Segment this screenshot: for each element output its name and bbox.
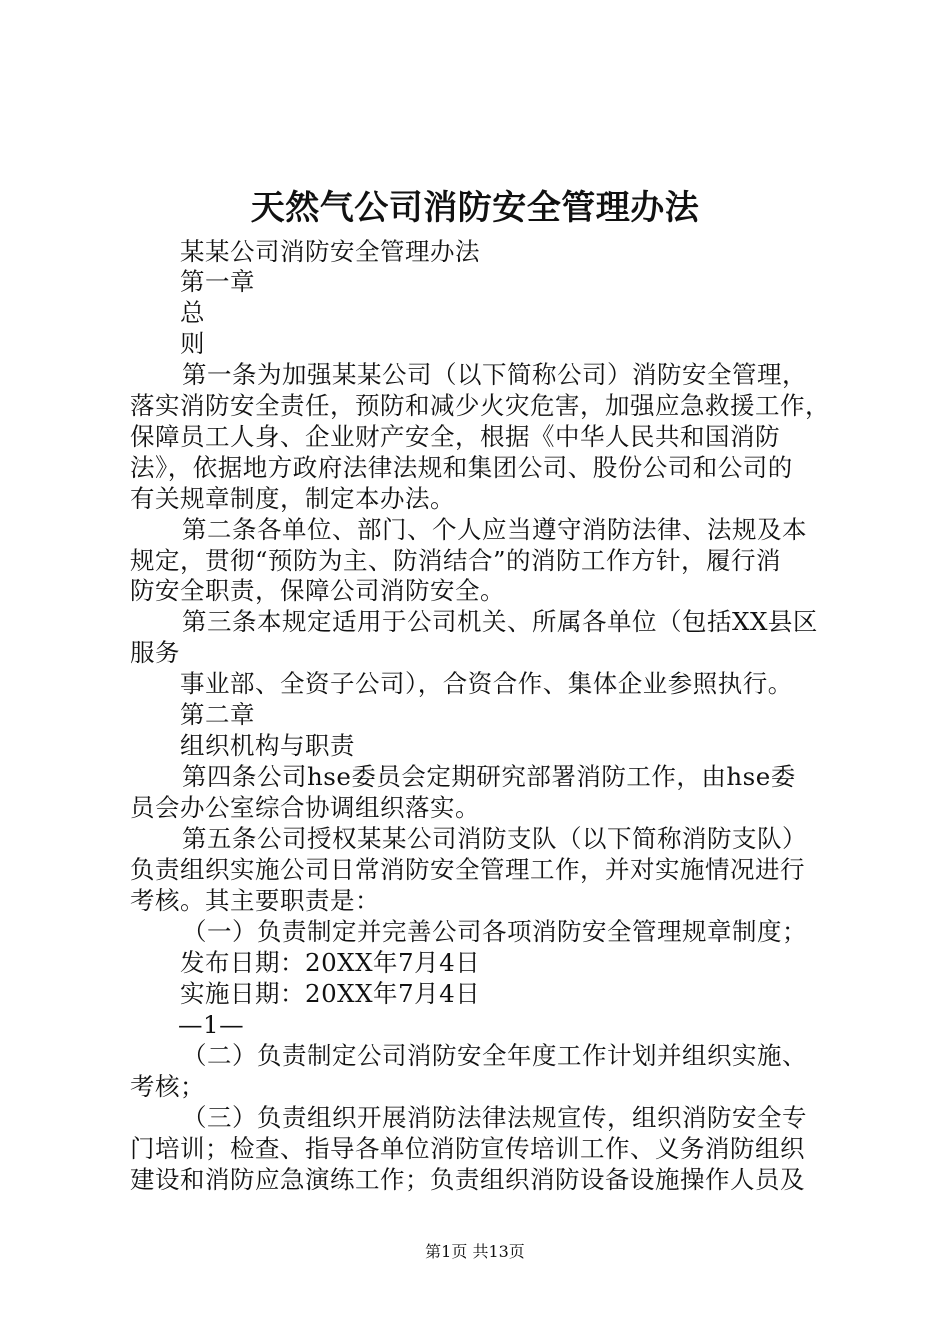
- body-line: 门培训；检查、指导各单位消防宣传培训工作、义务消防组织: [130, 1134, 805, 1163]
- publish-date: 发布日期：20XX年7月4日: [180, 948, 481, 977]
- chapter-heading: 第二章: [180, 700, 255, 729]
- chapter-heading: 总: [180, 298, 205, 327]
- body-line: 事业部、全资子公司），合资合作、集体企业参照执行。: [180, 669, 793, 698]
- body-line: 第二条各单位、部门、个人应当遵守消防法律、法规及本: [182, 515, 807, 544]
- body-line: 规定，贯彻“预防为主、防消结合”的消防工作方针，履行消: [130, 546, 782, 575]
- body-line: 落实消防安全责任，预防和减少火灾危害，加强应急救援工作，: [130, 391, 830, 420]
- body-line: 建设和消防应急演练工作；负责组织消防设备设施操作人员及: [130, 1165, 805, 1194]
- chapter-heading: 第一章: [180, 267, 255, 296]
- body-line: 第三条本规定适用于公司机关、所属各单位（包括XX县区: [182, 607, 818, 636]
- page-footer: 第1页 共13页: [425, 1242, 525, 1261]
- chapter-heading: 则: [180, 329, 205, 358]
- body-line: （三）负责组织开展消防法律法规宣传，组织消防安全专: [182, 1103, 807, 1132]
- body-line: 保障员工人身、企业财产安全，根据《中华人民共和国消防: [130, 422, 780, 451]
- chapter-heading: 组织机构与职责: [180, 731, 355, 760]
- body-line: 服务: [130, 638, 180, 667]
- effective-date: 实施日期：20XX年7月4日: [180, 979, 481, 1008]
- inline-page-number: —1—: [178, 1010, 245, 1039]
- body-line: 负责组织实施公司日常消防安全管理工作，并对实施情况进行: [130, 855, 805, 884]
- body-line: 防安全职责，保障公司消防安全。: [130, 576, 505, 605]
- body-line: 某某公司消防安全管理办法: [180, 237, 480, 266]
- body-line: 第四条公司hse委员会定期研究部署消防工作，由hse委: [182, 762, 796, 791]
- document-title: 天然气公司消防安全管理办法: [250, 188, 700, 228]
- body-line: （一）负责制定并完善公司各项消防安全管理规章制度；: [182, 917, 807, 946]
- body-line: 考核；: [130, 1072, 205, 1101]
- body-line: 考核。其主要职责是：: [130, 886, 380, 915]
- body-line: 员会办公室综合协调组织落实。: [130, 793, 480, 822]
- body-line: 第五条公司授权某某公司消防支队（以下简称消防支队）: [182, 824, 807, 853]
- body-line: 第一条为加强某某公司（以下简称公司）消防安全管理，: [182, 360, 807, 389]
- body-line: 法》，依据地方政府法律法规和集团公司、股份公司和公司的: [130, 453, 793, 482]
- body-line: （二）负责制定公司消防安全年度工作计划并组织实施、: [182, 1041, 807, 1070]
- body-line: 有关规章制度，制定本办法。: [130, 484, 455, 513]
